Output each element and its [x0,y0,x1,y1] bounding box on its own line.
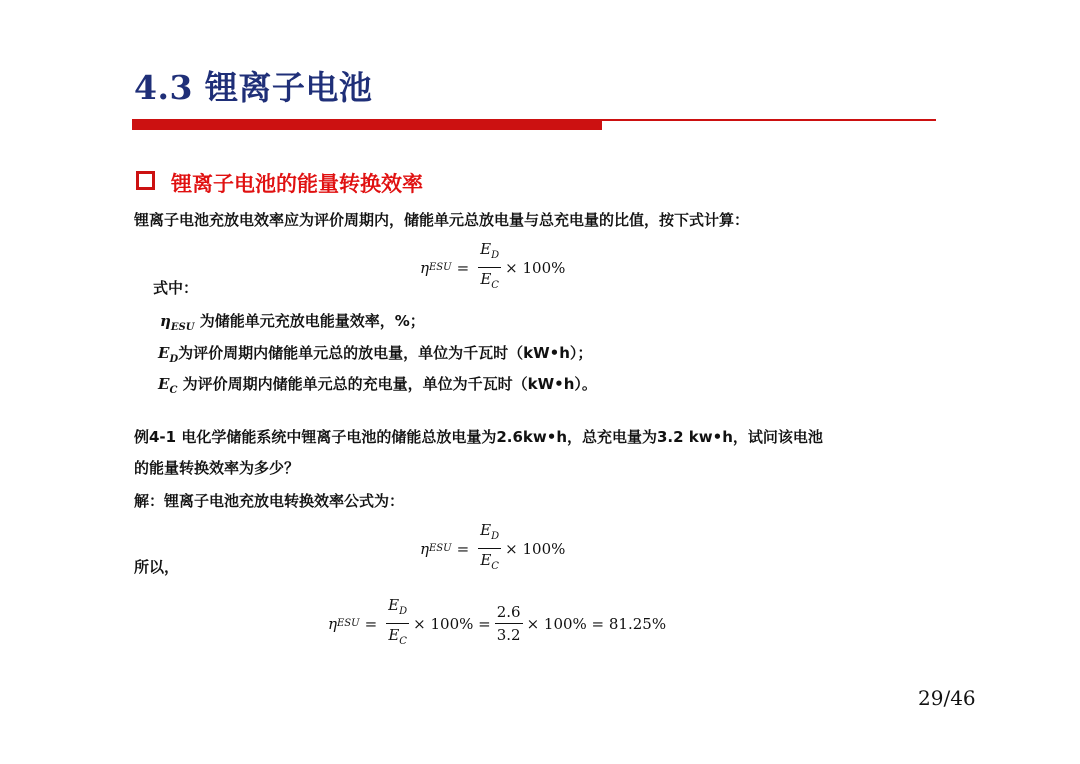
denominator-symbol: E [388,626,400,644]
eta-subscript: ESU [337,618,360,629]
equals-sign: = [456,258,470,277]
numerator-subscript: D [399,606,408,617]
denominator-subscript: C [399,636,407,647]
fraction [386,596,409,651]
solution-text: 解：锂离子电池充放电转换效率公式为： [134,492,405,510]
eta-subscript: ESU [429,543,452,554]
efficiency-calculation [328,596,666,651]
def-subscript: D [169,354,179,365]
numerator-symbol: E [480,521,492,539]
efficiency-formula-repeat [420,521,565,576]
numerator-subscript: D [491,531,500,542]
numerator-symbol: E [480,240,492,258]
def-text: 为评价周期内储能单元总的充电量，单位为千瓦时（kW•h）。 [177,375,597,393]
fraction [478,240,501,295]
page-number: 29/46 [918,686,976,710]
intro-text: 锂离子电池充放电效率应为评价周期内，储能单元总放电量与总充电量的比值，按下式计算： [134,211,750,229]
definition-row [160,310,425,333]
eta-subscript: ESU [429,262,452,273]
def-symbol: E [158,344,170,362]
numeric-fraction [495,603,523,644]
equals-sign: = [456,539,470,558]
def-text: 为评价周期内储能单元总的放电量，单位为千瓦时（kW•h）； [178,344,593,362]
times-100-percent: × 100% [505,258,566,277]
equals-sign: = [364,614,378,633]
denominator-subscript: C [491,561,499,572]
example-line-1: 例4-1 电化学储能系统中锂离子电池的储能总放电量为2.6kw•h，总充电量为3.2 kw•h，试问该电池 [134,428,823,446]
efficiency-formula [420,240,565,295]
def-subscript: C [169,385,178,396]
title-rule-thick [132,119,602,130]
times-100-percent: × 100% [505,539,566,558]
where-label: 式中： [153,279,199,297]
eta-symbol: η [328,614,337,633]
numerator-subscript: D [491,250,500,261]
example-line-2: 的能量转换效率为多少？ [134,459,300,477]
definition-row [158,373,597,396]
numeric-numerator: 2.6 [495,603,523,624]
def-text: 为储能单元充放电能量效率，%； [194,312,425,330]
denominator-symbol: E [480,270,492,288]
numeric-denominator: 3.2 [496,626,521,644]
times-100-percent-equals: × 100% = [413,614,491,633]
fraction [478,521,501,576]
result-text: × 100% = 81.25% [526,614,667,633]
denominator-subscript: C [491,280,499,291]
eta-symbol: η [420,258,429,277]
section-heading: 锂离子电池的能量转换效率 [171,172,423,196]
eta-symbol: η [420,539,429,558]
definition-row [158,342,592,365]
section-bullet-icon [136,171,155,190]
numerator-symbol: E [388,596,400,614]
title-rule-thin [602,119,936,121]
denominator-symbol: E [480,551,492,569]
def-symbol: E [158,375,170,393]
slide-title: 4.3 锂离子电池 [134,68,373,107]
therefore-label: 所以， [134,558,180,576]
def-symbol: η [160,312,171,330]
def-subscript: ESU [170,322,195,333]
